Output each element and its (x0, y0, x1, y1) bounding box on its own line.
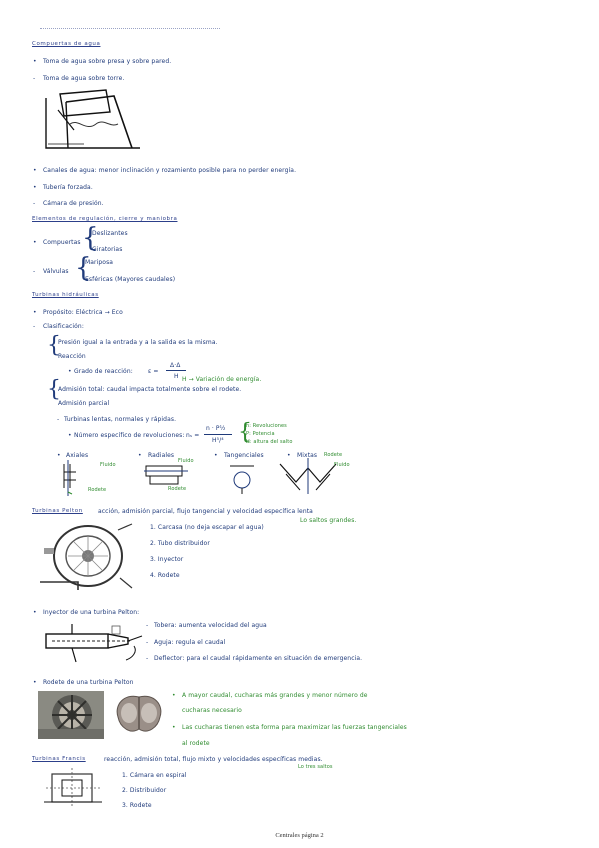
bullet-dash: - (33, 200, 36, 207)
valvulas-type-b: Esféricas (Mayores caudales) (85, 276, 176, 283)
rodete-note-1a: A mayor caudal, cucharas más grandes y menor número de (182, 692, 368, 699)
bullet-dash: - (33, 323, 36, 330)
francis-part-1: 1. Cámara en espiral (122, 772, 187, 779)
inyector-part-1: Tobera: aumenta velocidad del agua (154, 622, 267, 629)
item-canales: Canales de agua: menor inclinación y rozamiento posible para no perder energía. (43, 167, 297, 174)
label-fluido: Fluido (100, 462, 116, 468)
grado-note: H → Variación de energía. (182, 376, 262, 383)
rodete-title: Rodete de una turbina Pelton (43, 679, 134, 686)
ns-formula: nₛ = (186, 432, 200, 439)
faded-top-line (40, 28, 220, 32)
bullet-dash: - (146, 639, 149, 646)
bullet-dot: • (214, 452, 218, 459)
item-toma-torre: Toma de agua sobre torre. (43, 75, 125, 82)
bullet-dot: • (33, 239, 37, 246)
francis-part-3: 3. Rodete (122, 802, 152, 809)
section-heading-francis: Turbinas Francis (32, 756, 86, 762)
ns-legend-n: n: Revoluciones (246, 423, 287, 429)
turbinas-clasificacion: Clasificación: (43, 323, 84, 330)
grado-numerator: Δ·Δ (170, 362, 181, 369)
francis-description: reacción, admisión total, flujo mixto y velocidades específicas medias. (104, 756, 323, 763)
inyector-part-3: Deflector: para el caudal rápidamente en situación de emergencia. (154, 655, 363, 662)
label-rodete: Rodete (88, 487, 107, 493)
inyector-part-2: Aguja: regula el caudal (154, 639, 226, 646)
item-tuberia: Tubería forzada. (43, 184, 93, 191)
type-radiales: Radiales (148, 452, 175, 459)
pelton-bucket-render (112, 691, 166, 739)
valvulas-label: Válvulas (43, 268, 69, 275)
grado-formula: ε = (148, 368, 159, 375)
compuertas-label: Compuertas (43, 239, 81, 246)
fraction-bar (166, 370, 186, 371)
inyector-title: Inyector de una turbina Pelton: (43, 609, 140, 616)
pelton-runner-photo (38, 691, 104, 739)
curly-brace-icon: { (82, 223, 99, 253)
rodete-note-2a: Las cucharas tienen esta forma para maximizar las fuerzas tangenciales (182, 724, 407, 731)
grado-denominator: H (174, 373, 179, 380)
admision-total: Admisión total: caudal impacta totalmente sobre el rodete. (58, 386, 242, 393)
accion-definicion: Presión igual a la entrada y a la salida es la misma. (58, 339, 218, 346)
pelton-part-2: 2. Tubo distribuidor (150, 540, 210, 547)
bullet-dash: - (33, 268, 36, 275)
francis-part-2: 2. Distribuidor (122, 787, 167, 794)
bullet-dash: - (57, 416, 60, 423)
item-toma-presa: Toma de agua sobre presa y sobre pared. (43, 58, 172, 65)
section-heading-pelton: Turbinas Pelton (32, 508, 83, 514)
label-fluido: Fluido (334, 462, 350, 468)
grado-reaccion-label: Grado de reacción: (74, 368, 133, 375)
page-footer: Centrales página 2 (275, 832, 324, 839)
section-heading-compuertas: Compuertas de agua (32, 41, 101, 47)
bullet-dot: • (57, 452, 61, 459)
bullet-dot: • (33, 609, 37, 616)
reaccion-label: Reacción (58, 353, 86, 360)
pelton-turbine-diagram (38, 518, 134, 592)
valvulas-type-a: Mariposa (85, 259, 114, 266)
turbinas-proposito: Propósito: Eléctrica → Eco (43, 309, 123, 316)
type-mixtas: Mixtas (297, 452, 318, 459)
ns-legend-p: P: Potencia (246, 431, 275, 437)
bullet-dot: • (33, 309, 37, 316)
numero-especifico-label: Número específico de revoluciones: (74, 432, 185, 439)
bullet-dot: • (33, 167, 37, 174)
bullet-dot: • (172, 724, 176, 731)
label-rodete: Rodete (168, 486, 187, 492)
admision-parcial: Admisión parcial (58, 400, 110, 407)
bullet-dot: • (68, 432, 72, 439)
section-heading-turbinas: Turbinas hidráulicas (32, 292, 99, 298)
compuertas-type-b: Giratorias (92, 246, 123, 253)
ns-denominator: H⁵/⁴ (212, 437, 224, 444)
bullet-dot: • (33, 58, 37, 65)
tangential-turbine-sketch (226, 462, 258, 496)
curly-brace-icon: { (47, 333, 61, 358)
bullet-dot: • (33, 184, 37, 191)
bullet-dot: • (33, 679, 37, 686)
ns-legend-h: H: altura del salto (246, 439, 293, 445)
pelton-part-1: 1. Carcasa (no deja escapar el agua) (150, 524, 264, 531)
compuertas-type-a: Deslizantes (92, 230, 128, 237)
bullet-dot: • (172, 692, 176, 699)
pelton-description: acción, admisión parcial, flujo tangencial y velocidad específica lenta (98, 508, 313, 515)
bullet-dot: • (287, 452, 291, 459)
francis-note: Lo tres saltos (298, 764, 333, 770)
rodete-note-2b: al rodete (182, 740, 210, 747)
curly-brace-icon: { (47, 377, 61, 402)
bullet-dash: - (33, 75, 36, 82)
fraction-bar (204, 434, 232, 435)
pelton-note: Lo saltos grandes. (300, 517, 357, 524)
pelton-injector-diagram (42, 618, 149, 664)
bullet-dot: • (68, 368, 72, 375)
francis-turbine-diagram (42, 766, 104, 810)
mixed-turbine-sketch (276, 456, 340, 496)
type-tangenciales: Tangenciales (224, 452, 264, 459)
bullet-dash: - (146, 655, 149, 662)
curly-brace-icon: { (75, 253, 92, 283)
curly-brace-icon: { (238, 420, 252, 445)
item-camara: Cámara de presión. (43, 200, 104, 207)
pelton-part-3: 3. Inyector (150, 556, 184, 563)
turbinas-velocidad: Turbinas lentas, normales y rápidas. (64, 416, 177, 423)
ns-numerator: n · P½ (206, 425, 226, 432)
bullet-dot: • (138, 452, 142, 459)
bullet-dash: - (146, 622, 149, 629)
tower-intake-sketch (44, 88, 144, 156)
label-fluido: Fluido (178, 458, 194, 464)
section-heading-regulacion: Elementos de regulación, cierre y maniobra (32, 216, 178, 222)
label-rodete: Rodete (324, 452, 343, 458)
pelton-part-4: 4. Rodete (150, 572, 180, 579)
rodete-note-1b: cucharas necesario (182, 707, 242, 714)
type-axiales: Axiales (66, 452, 89, 459)
